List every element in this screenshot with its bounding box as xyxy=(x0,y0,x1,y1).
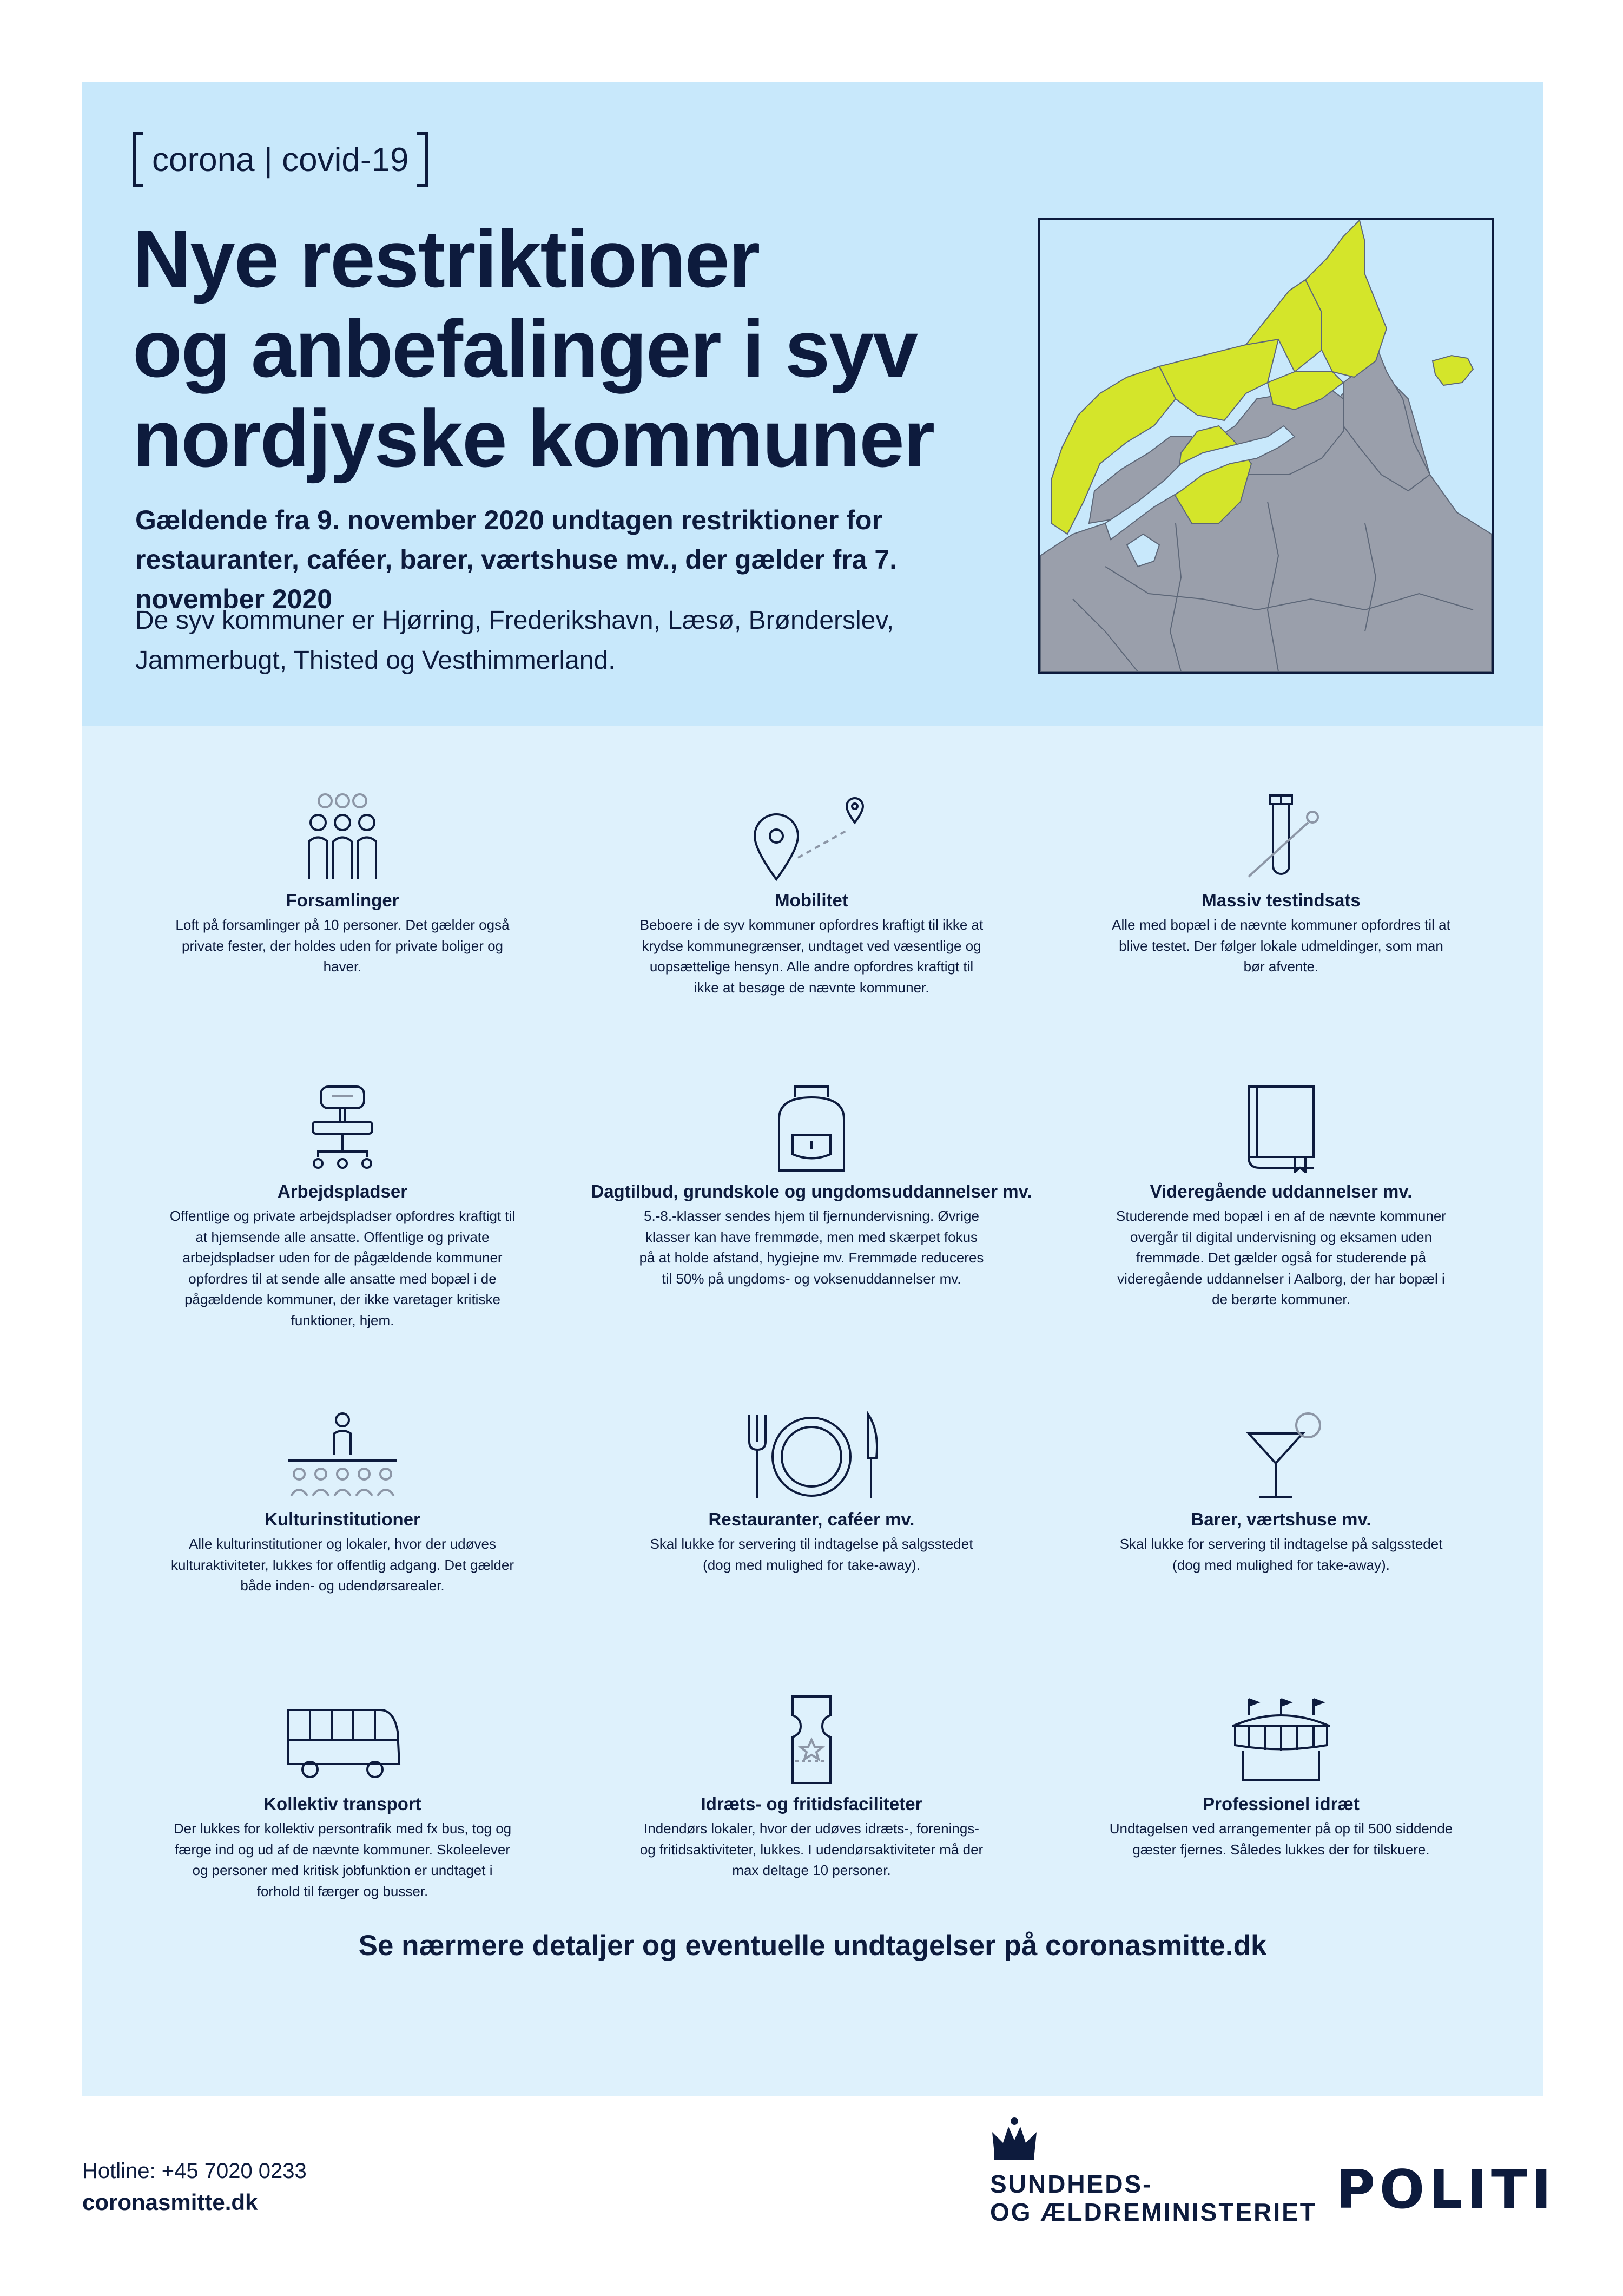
item-mobilitet xyxy=(568,790,1055,998)
item-title: Restauranter, caféer mv. xyxy=(708,1509,915,1529)
north-jutland-map xyxy=(1038,218,1494,674)
item-professionel-idraet xyxy=(1038,1694,1525,1860)
item-text: Loft på forsamlinger på 10 personer. Det gælder også private fester, der holdes uden for private boliger og haver. xyxy=(175,917,510,975)
corona-tag-text: corona | covid-19 xyxy=(152,141,409,179)
item-transport xyxy=(99,1694,586,1902)
item-text: Der lukkes for kollektiv persontrafik med fx bus, tog og færge ind og ud af de nævnte kommuner. Skoleelever og personer med kritisk jobfunktion er undtaget i forhold til færger og busser. xyxy=(173,1820,512,1899)
bus-icon xyxy=(278,1694,407,1786)
plate-cutlery-icon xyxy=(736,1409,887,1501)
item-title: Videregående uddannelser mv. xyxy=(1150,1181,1413,1201)
item-text: Offentlige og private arbejdspladser opfordres kraftigt til at hjemsende alle ansatte. Offentlige og private arbejdspladser uden for de pågældende kommuner opfordres til at sende alle ansatte med bopæl i de pågældende kommuner, der ikke varetager kritiske funktioner, hjem. xyxy=(169,1208,516,1328)
title-line-2: og anbefalinger i syv xyxy=(133,303,918,394)
item-title: Professionel idræt xyxy=(1203,1794,1360,1814)
item-text: Indendørs lokaler, hvor der udøves idræts-, forenings- og fritidsaktiviteter, lukkes. I udendørsaktiviteter må der max deltage 10 personer. xyxy=(639,1820,984,1878)
item-title: Mobilitet xyxy=(775,890,848,910)
item-text: Skal lukke for servering til indtagelse på salgsstedet (dog med mulighed for take-away). xyxy=(650,1536,973,1573)
item-text: Alle med bopæl i de nævnte kommuner opfordres til at blive testet. Der følger lokale udmeldinger, som man bør afvente. xyxy=(1112,917,1450,975)
item-text: Undtagelsen ved arrangementer på op til 500 siddende gæster fjernes. Således lukkes der for tilskuere. xyxy=(1109,1820,1453,1858)
item-text: Skal lukke for servering til indtagelse på salgsstedet (dog med mulighed for take-away). xyxy=(1119,1536,1443,1573)
item-idraet-fritid xyxy=(568,1694,1055,1881)
map-region-laeso xyxy=(1433,356,1473,385)
item-testindsats xyxy=(1038,790,1525,977)
item-restauranter xyxy=(568,1409,1055,1575)
item-title: Forsamlinger xyxy=(286,890,399,910)
book-icon xyxy=(1227,1081,1335,1173)
ministry-name xyxy=(990,2170,1317,2226)
municipality-map-icon xyxy=(1040,220,1492,672)
details-link-text[interactable]: Se nærmere detaljer og eventuelle undtagelser på coronasmitte.dk xyxy=(358,1930,1267,1962)
item-text: Alle kulturinstitutioner og lokaler, hvor der udøves kulturaktiviteter, lukkes for offentlig adgang. Det gælder både inden- og udendørsarealer. xyxy=(171,1536,514,1594)
website-link[interactable]: coronasmitte.dk xyxy=(82,2189,258,2215)
municipalities-intro: De syv kommuner er Hjørring, Frederikshavn, Læsø, Brønderslev, Jammerbugt, Thisted og Vesthimmerland. xyxy=(135,606,894,675)
item-title: Arbejdspladser xyxy=(277,1181,408,1201)
item-title: Dagtilbud, grundskole og ungdomsuddannelser mv. xyxy=(591,1181,1032,1201)
validity-subtitle: Gældende fra 9. november 2020 undtagen restriktioner for restauranter, caféer, barer, værtshuse mv., der gælder fra 7. november 2020 xyxy=(135,505,898,614)
item-forsamlinger xyxy=(99,790,586,977)
stage-audience-icon xyxy=(283,1409,402,1501)
crown-icon xyxy=(990,2116,1039,2165)
title-line-3: nordjyske kommuner xyxy=(133,393,934,484)
ticket-icon xyxy=(757,1694,866,1786)
title-line-1: Nye restriktioner xyxy=(133,213,760,304)
item-kultur xyxy=(99,1409,586,1596)
office-chair-icon xyxy=(288,1081,397,1173)
backpack-icon xyxy=(757,1081,866,1173)
ministry-line-2: OG ÆLDREMINISTERIET xyxy=(990,2198,1317,2226)
bracket-right-icon xyxy=(417,132,428,187)
ministry-logo xyxy=(990,2116,1317,2226)
map-pin-route-icon xyxy=(747,790,876,882)
corona-tag xyxy=(133,133,428,187)
bracket-left-icon xyxy=(133,132,143,187)
cocktail-glass-icon xyxy=(1227,1409,1335,1501)
item-title: Kollektiv transport xyxy=(263,1794,421,1814)
page-title xyxy=(133,214,971,483)
test-tube-swab-icon xyxy=(1227,790,1335,882)
item-text: 5.-8.-klasser sendes hjem til fjernundervisning. Øvrige klasser kan have fremmøde, men med skærpet fokus på at holde afstand, hygiejne mv. Fremmøde reduceres til 50% på ungdoms- og voksenuddannelser mv. xyxy=(639,1208,984,1287)
item-title: Barer, værtshuse mv. xyxy=(1191,1509,1371,1529)
item-title: Idræts- og fritidsfaciliteter xyxy=(701,1794,922,1814)
item-arbejdspladser xyxy=(99,1081,586,1331)
item-barer xyxy=(1038,1409,1525,1575)
item-videregaaende xyxy=(1038,1081,1525,1310)
item-text: Studerende med bopæl i en af de nævnte kommuner overgår til digital undervisning og eksamen uden fremmøde. Det gælder også for studerende på videregående uddannelser i Aalborg, der har bopæl i de berørte kommuner. xyxy=(1116,1208,1446,1307)
people-group-icon xyxy=(288,790,397,882)
politi-logo: POLITI xyxy=(1336,2159,1556,2221)
item-text: Beboere i de syv kommuner opfordres kraftigt til ikke at krydse kommunegrænser, undtaget ved væsentlige og uopsættelige hensyn. Alle andre opfordres kraftigt til ikke at besøge de nævnte kommuner. xyxy=(639,917,984,996)
item-dagtilbud xyxy=(568,1081,1055,1289)
hotline-text: Hotline: +45 7020 0233 xyxy=(82,2159,307,2183)
ministry-line-1: SUNDHEDS- xyxy=(990,2170,1153,2198)
item-title: Kulturinstitutioner xyxy=(265,1509,420,1529)
item-title: Massiv testindsats xyxy=(1202,890,1361,910)
stadium-icon xyxy=(1222,1694,1341,1786)
